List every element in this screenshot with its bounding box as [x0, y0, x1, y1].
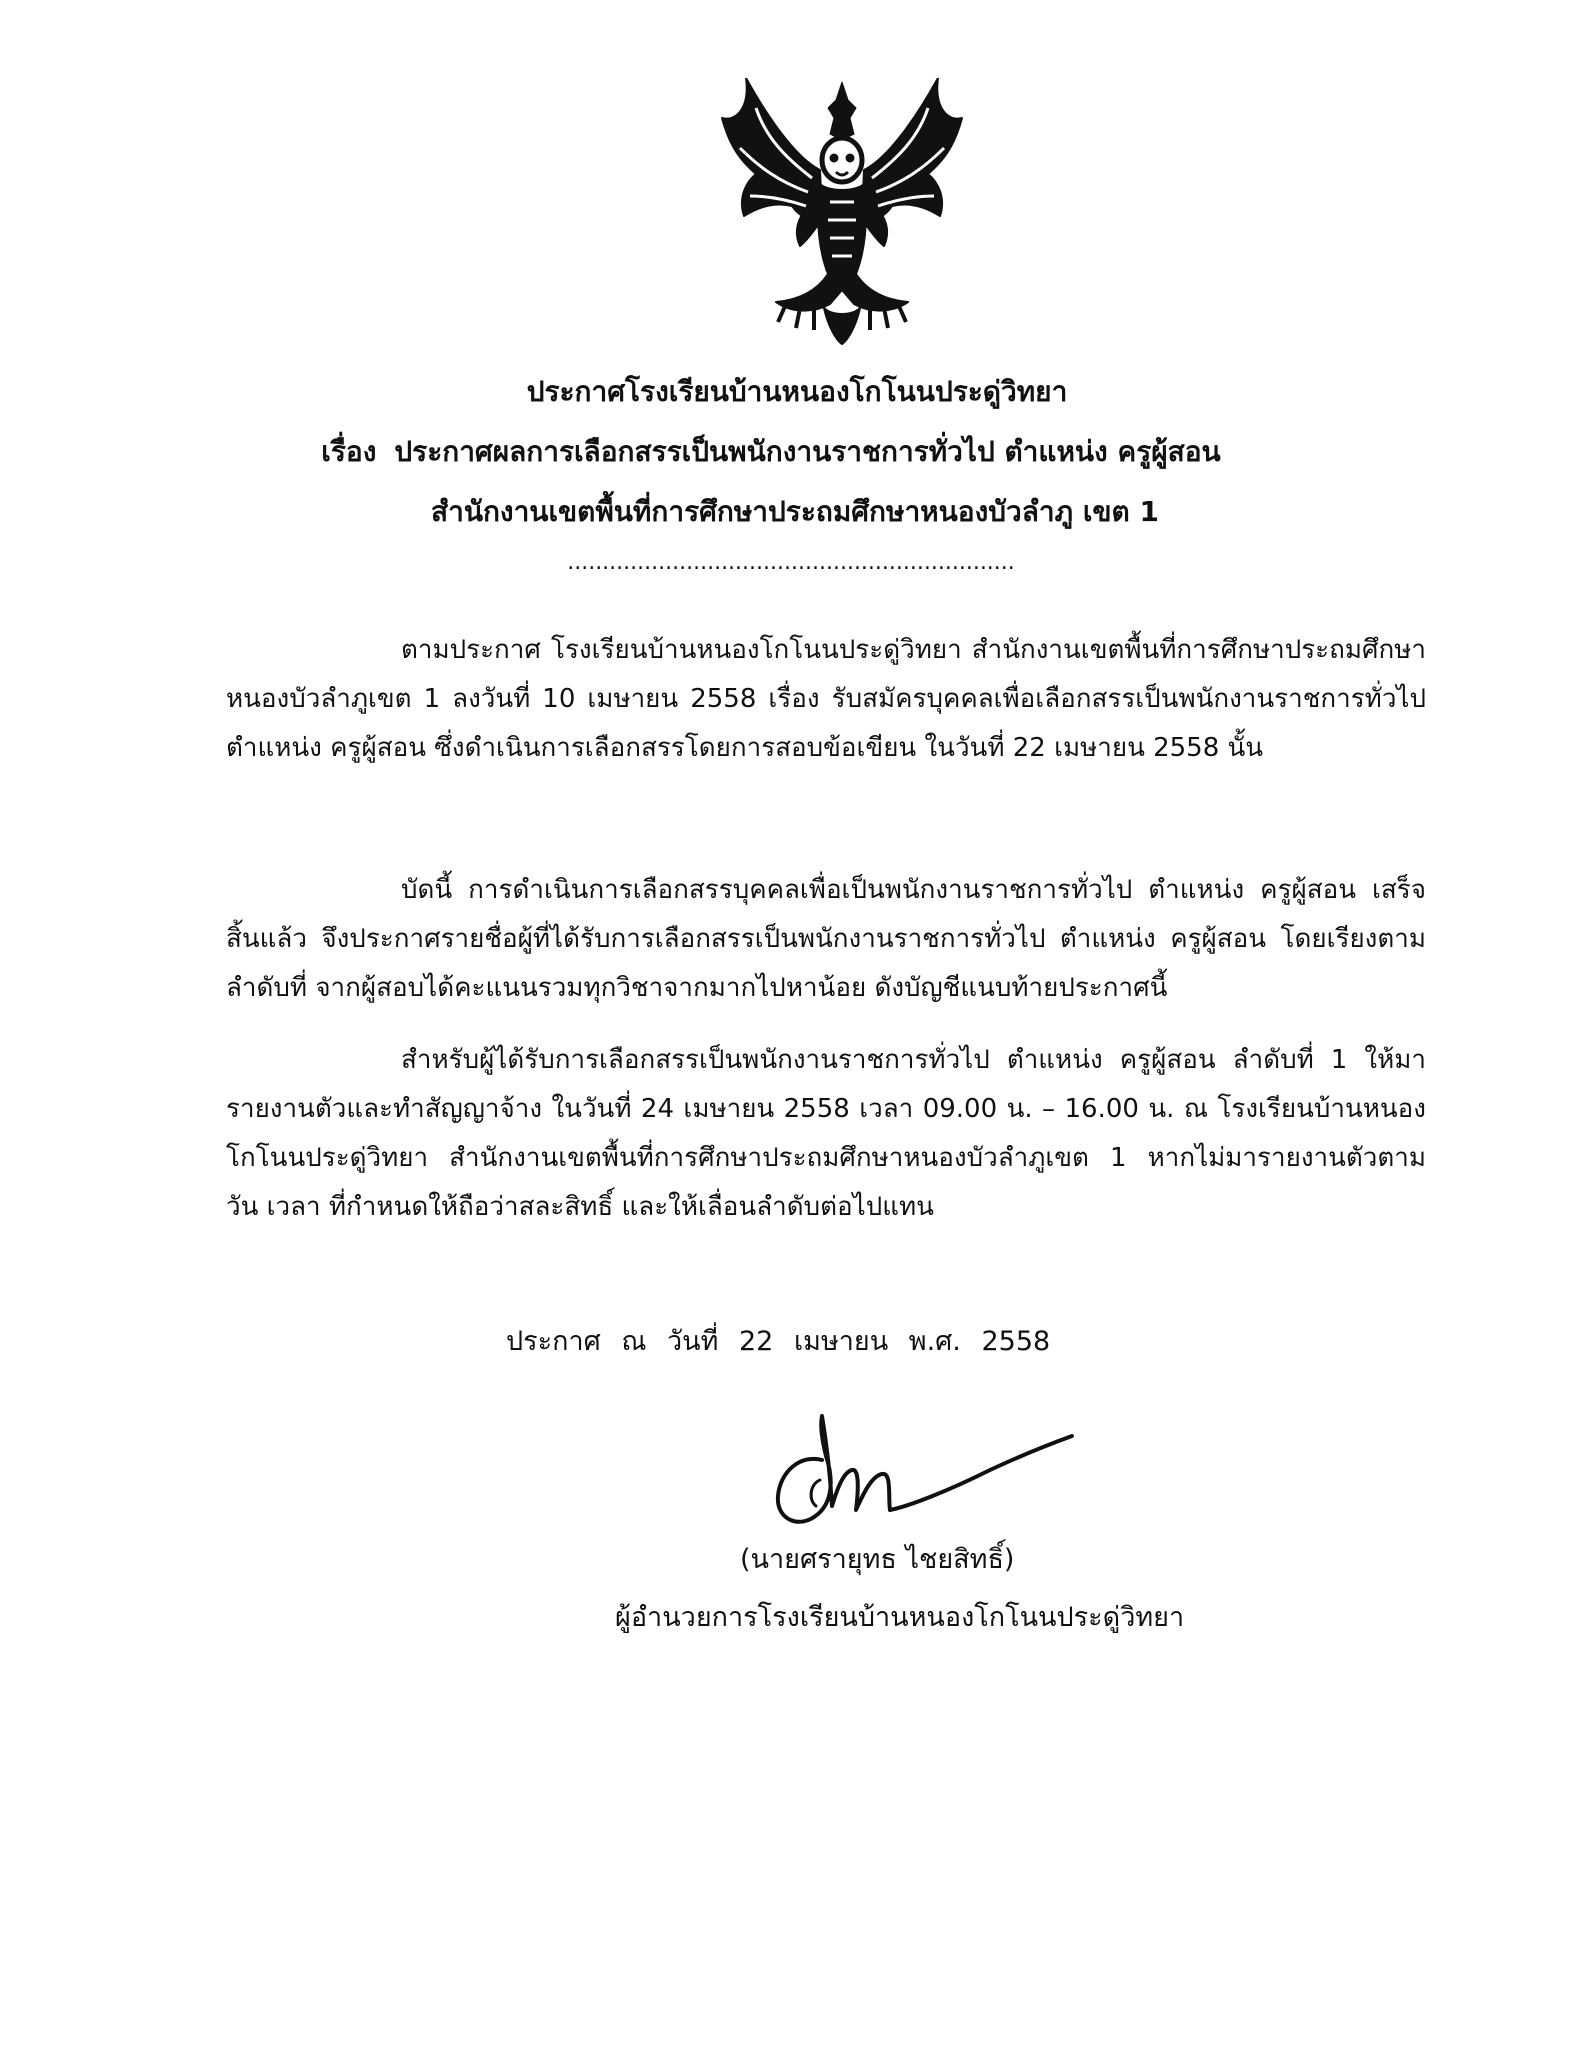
- signer-title: ผู้อำนวยการโรงเรียนบ้านหนองโกโนนประดู่วิทยา: [615, 1602, 1185, 1633]
- handwritten-signature: [760, 1410, 1080, 1540]
- paragraph-3-text: สำหรับผู้ได้รับการเลือกสรรเป็นพนักงานราชการทั่วไป ตำแหน่ง ครูผู้สอน ลำดับที่ 1 ให้มารายงานตัวและทำสัญญาจ้าง ในวันที่ 24 เมษายน 2558 เวลา 09.00 น. – 16.00 น. ณ โรงเรียนบ้านหนองโกโนนประดู่วิทยา สำนักงานเขตพื้นที่การศึกษาประถมศึกษาหนองบัวลำภูเขต 1 หากไม่มารายงานตัวตาม วัน เวลา ที่กำหนดให้ถือว่าสละสิทธิ์ และให้เลื่อนลำดับต่อไปแทน: [226, 1045, 1426, 1222]
- proclamation-date: ประกาศ ณ วันที่ 22 เมษายน พ.ศ. 2558: [506, 1326, 1051, 1357]
- announcement-subject: [0, 432, 1562, 472]
- separator-dots: ................................................................: [567, 550, 1015, 575]
- body-paragraph-3: [226, 1036, 1426, 1232]
- body-paragraph-1: [226, 626, 1426, 773]
- paragraph-1-text: ตามประกาศ โรงเรียนบ้านหนองโกโนนประดู่วิทยา สำนักงานเขตพื้นที่การศึกษาประถมศึกษาหนองบัวลำภูเขต 1 ลงวันที่ 10 เมษายน 2558 เรื่อง รับสมัครบุคคลเพื่อเลือกสรรเป็นพนักงานราชการทั่วไป ตำแหน่ง ครูผู้สอน ซึ่งดำเนินการเลือกสรรโดยการสอบข้อเขียน ในวันที่ 22 เมษายน 2558 นั้น: [226, 635, 1426, 763]
- announcement-office: สำนักงานเขตพื้นที่การศึกษาประถมศึกษาหนองบัวลำภู เขต 1: [431, 495, 1159, 528]
- garuda-emblem-icon: [716, 78, 968, 346]
- paragraph-2-text: บัดนี้ การดำเนินการเลือกสรรบุคคลเพื่อเป็นพนักงานราชการทั่วไป ตำแหน่ง ครูผู้สอน เสร็จสิ้นแล้ว จึงประกาศรายชื่อผู้ที่ได้รับการเลือกสรรเป็นพนักงานราชการทั่วไป ตำแหน่ง ครูผู้สอน โดยเรียงตามลำดับที่ จากผู้สอบได้คะแนนรวมทุกวิชาจากมากไปหาน้อย ดังบัญชีแนบท้ายประกาศนี้: [226, 875, 1426, 1003]
- announcement-title: ประกาศโรงเรียนบ้านหนองโกโนนประดู่วิทยา: [526, 375, 1068, 408]
- body-paragraph-2: [226, 866, 1426, 1013]
- signer-name: (นายศรายุทธ ไชยสิทธิ์): [740, 1544, 1015, 1575]
- subject-label: เรื่อง: [321, 435, 377, 468]
- subject-text: ประกาศผลการเลือกสรรเป็นพนักงานราชการทั่วไป ตำแหน่ง ครูผู้สอน: [394, 435, 1221, 468]
